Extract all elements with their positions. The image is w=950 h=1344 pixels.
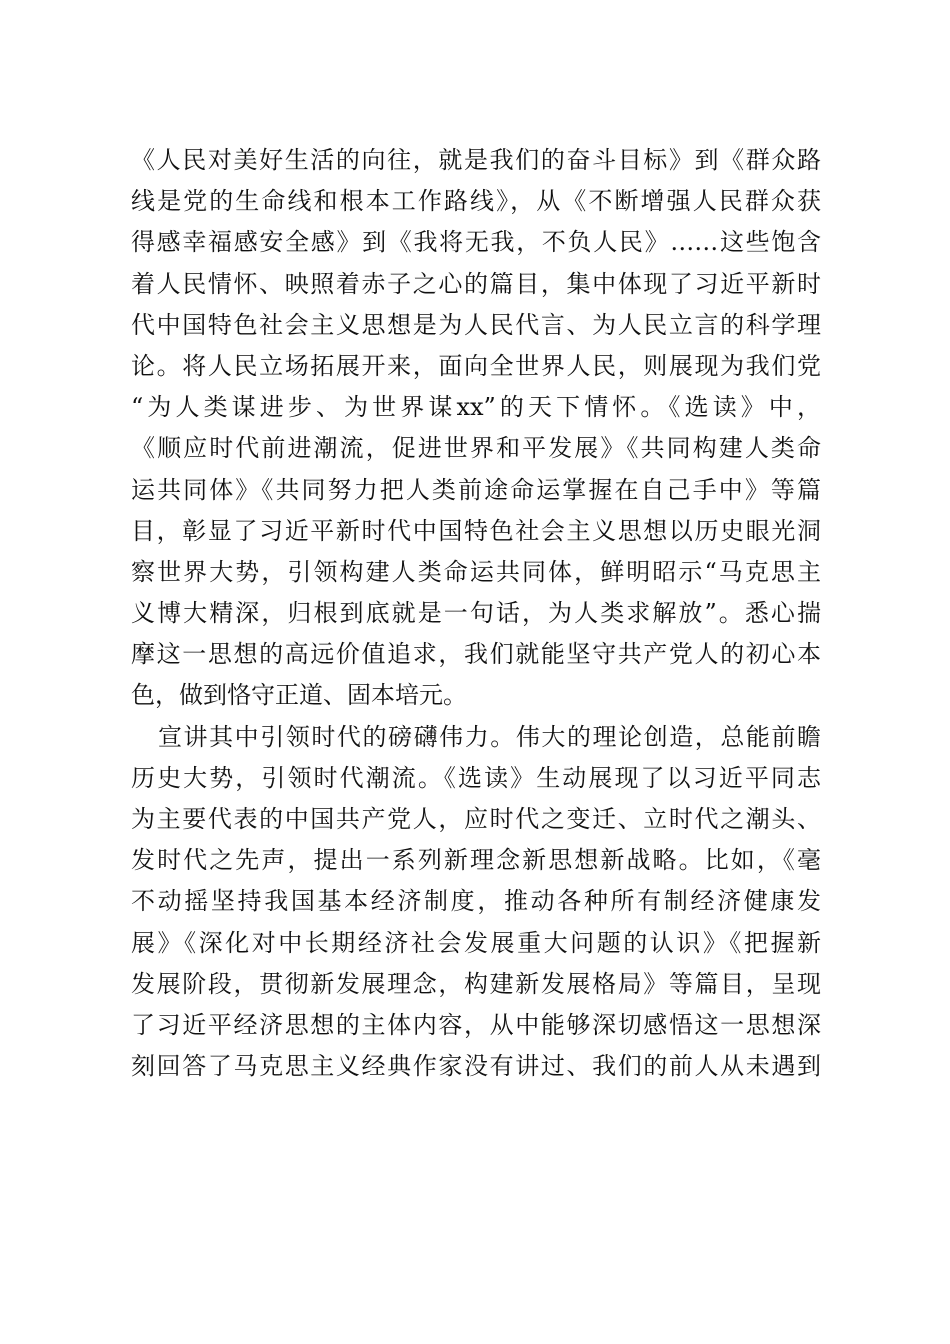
text-line: 目，彰显了习近平新时代中国特色社会主义思想以历史眼光洞 — [131, 516, 821, 545]
text-line: 发时代之先声，提出一系列新理念新思想新战略。比如，《毫 — [131, 846, 821, 875]
text-line: 运共同体》《共同努力把人类前途命运掌握在自己手中》等篇 — [131, 475, 821, 504]
text-line: 《人民对美好生活的向往，就是我们的奋斗目标》到《群众路 — [131, 146, 821, 174]
text-line: 着人民情怀、映照着赤子之心的篇目，集中体现了习近平新时 — [131, 269, 821, 298]
text-line: 代中国特色社会主义思想是为人民代言、为人民立言的科学理 — [131, 310, 821, 339]
text-line: 发展阶段，贯彻新发展理念，构建新发展格局》等篇目，呈现 — [131, 969, 821, 998]
text-line: 了习近平经济思想的主体内容，从中能够深切感悟这一思想深 — [131, 1010, 821, 1039]
paragraph-2 — [131, 717, 821, 1088]
text-line: 线是党的生命线和根本工作路线》，从《不断增强人民群众获 — [131, 187, 821, 216]
text-line: 为主要代表的中国共产党人，应时代之变迁、立时代之潮头、 — [131, 805, 821, 833]
text-line: 得感幸福感安全感》到《我将无我，不负人民》……这些饱含 — [131, 228, 821, 257]
text-line: 《顺应时代前进潮流，促进世界和平发展》《共同构建人类命 — [131, 434, 821, 463]
text-line: 色，做到恪守正道、固本培元。 — [131, 681, 467, 710]
text-line: 义博大精深，归根到底就是一句话，为人类求解放”。悉心揣 — [131, 599, 821, 628]
text-line: 论。将人民立场拓展开来，面向全世界人民，则展现为我们党 — [131, 351, 821, 380]
text-line: 刻回答了马克思主义经典作家没有讲过、我们的前人从未遇到 — [131, 1052, 821, 1081]
text-line: 历史大势，引领时代潮流。《选读》生动展现了以习近平同志 — [131, 763, 821, 792]
text-line: 展》《深化对中长期经济社会发展重大问题的认识》《把握新 — [131, 928, 821, 957]
text-line: “为人类谋进步、为世界谋xx”的天下情怀。《选读》中， — [131, 393, 821, 422]
paragraph-1 — [131, 140, 821, 717]
text-line: 摩这一思想的高远价值追求，我们就能坚守共产党人的初心本 — [131, 640, 821, 669]
body-text — [131, 140, 821, 1087]
text-line: 宣讲其中引领时代的磅礴伟力。伟大的理论创造，总能前瞻 — [158, 722, 821, 751]
text-line: 察世界大势，引领构建人类命运共同体，鲜明昭示“马克思主 — [131, 557, 821, 586]
text-line: 不动摇坚持我国基本经济制度，推动各种所有制经济健康发 — [131, 887, 821, 916]
